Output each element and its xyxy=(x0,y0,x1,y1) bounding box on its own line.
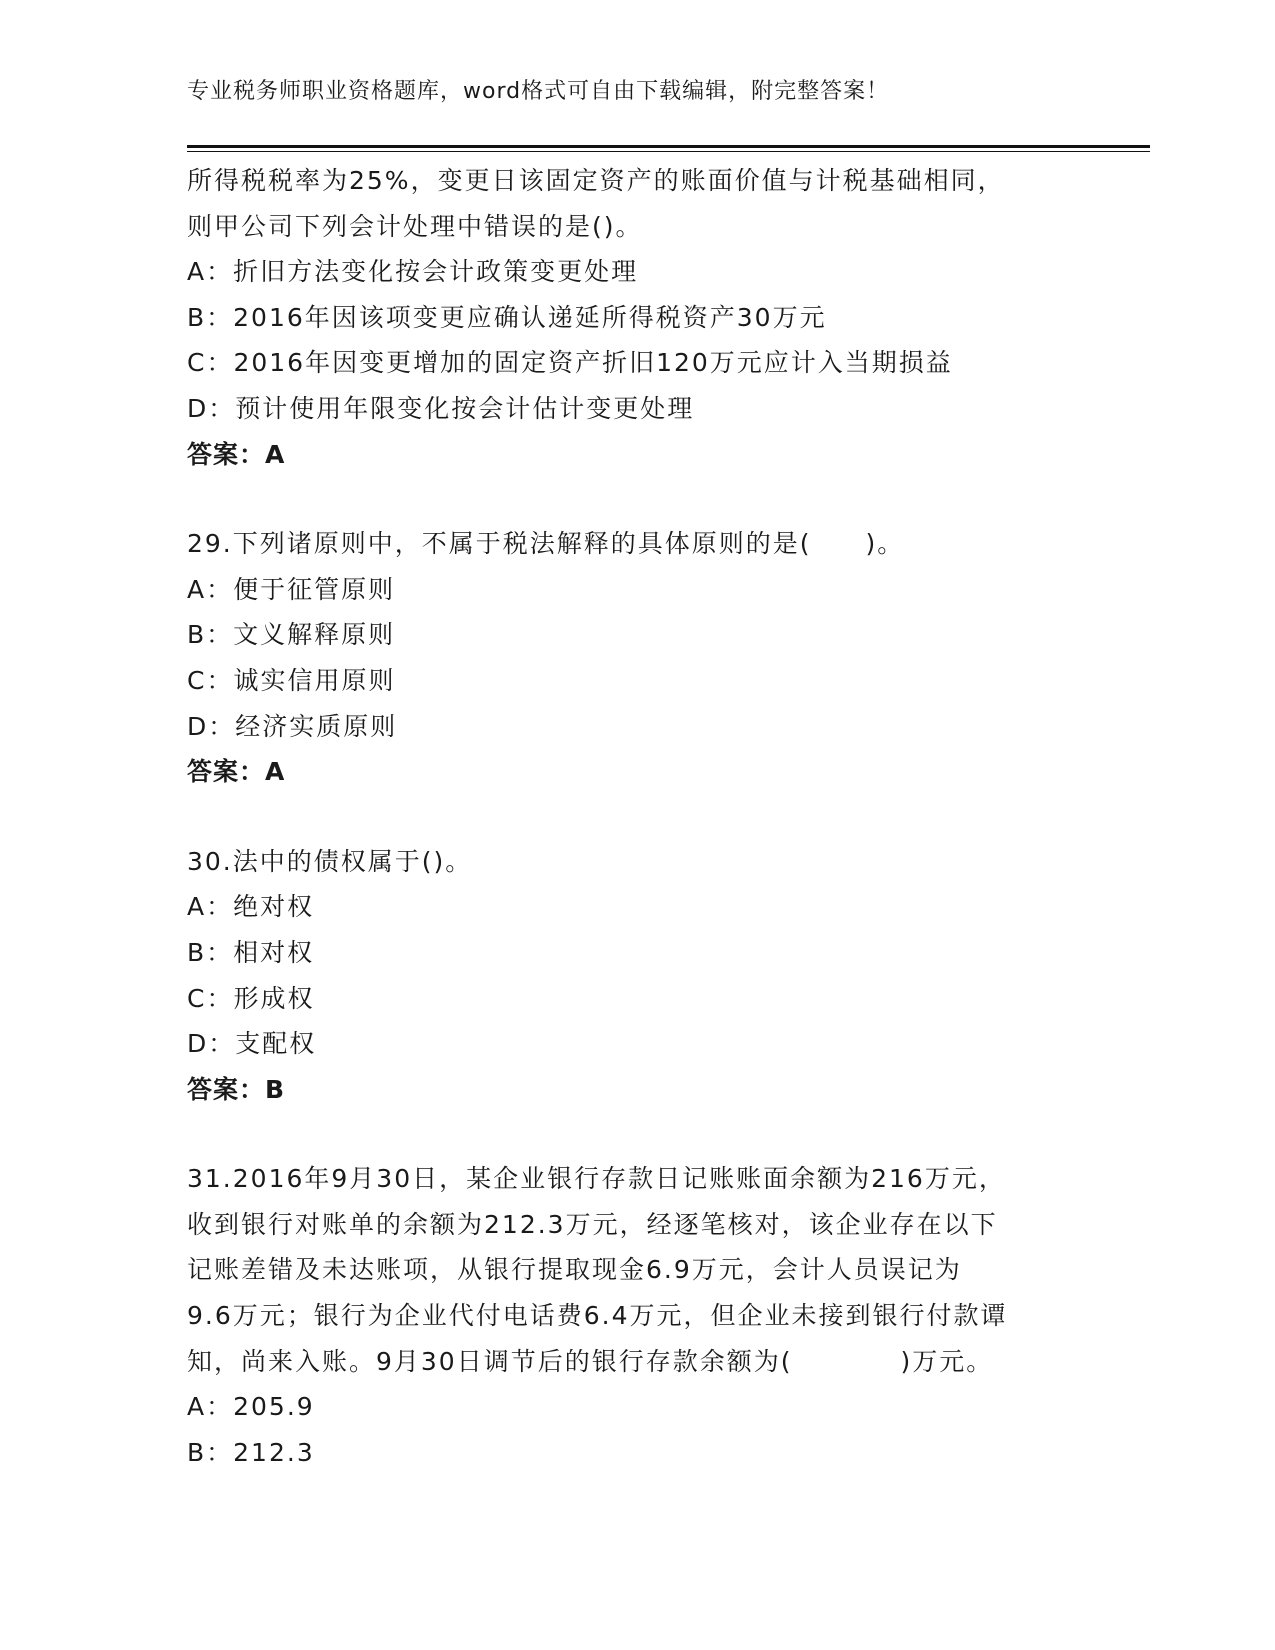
question-text-line: 则甲公司下列会计处理中错误的是()。 xyxy=(187,211,643,241)
page-header: 专业税务师职业资格题库，word格式可自由下载编辑，附完整答案！ xyxy=(187,79,890,104)
option-d: D：经济实质原则 xyxy=(187,711,398,741)
option-a: A：205.9 xyxy=(187,1392,315,1422)
option-b: B：相对权 xyxy=(187,937,315,967)
option-b: B：212.3 xyxy=(187,1437,315,1467)
answer-label: 答案：A xyxy=(187,757,286,787)
option-c: C：形成权 xyxy=(187,983,315,1013)
question-text-line: 所得税税率为25%，变更日该固定资产的账面价值与计税基础相同， xyxy=(187,166,1005,195)
option-c: C：诚实信用原则 xyxy=(187,665,396,695)
question-text-line: 29.下列诸原则中，不属于税法解释的具体原则的是( )。 xyxy=(187,529,905,559)
question-text-line: 收到银行对账单的余额为212.3万元，经逐笔核对，该企业存在以下 xyxy=(187,1209,998,1239)
option-a: A：绝对权 xyxy=(187,892,315,922)
question-text-line: 记账差错及未达账项，从银行提取现金6.9万元，会计人员误记为 xyxy=(187,1255,962,1285)
question-30 xyxy=(187,839,1107,1113)
spacer xyxy=(187,795,1107,839)
header-rule-thin xyxy=(187,151,1150,152)
option-a: A：便于征管原则 xyxy=(187,574,396,604)
question-text-line: 30.法中的债权属于()。 xyxy=(187,846,473,876)
question-text-line: 9.6万元；银行为企业代付电话费6.4万元，但企业未接到银行付款谭 xyxy=(187,1301,1008,1331)
question-text-line: 31.2016年9月30日，某企业银行存款日记账账面余额为216万元， xyxy=(187,1164,1006,1194)
question-28-continuation xyxy=(187,158,1107,477)
question-content xyxy=(187,158,1107,1475)
question-31 xyxy=(187,1156,1107,1475)
answer-label: 答案：B xyxy=(187,1074,286,1104)
option-c: C：2016年因变更增加的固定资产折旧120万元应计入当期损益 xyxy=(187,348,953,378)
question-text-line: 知，尚来入账。9月30日调节后的银行存款余额为( )万元。 xyxy=(187,1346,994,1376)
option-d: D：支配权 xyxy=(187,1029,317,1059)
spacer xyxy=(187,477,1107,521)
spacer xyxy=(187,1112,1107,1156)
option-b: B：文义解释原则 xyxy=(187,620,396,650)
option-d: D：预计使用年限变化按会计估计变更处理 xyxy=(187,393,695,423)
option-a: A：折旧方法变化按会计政策变更处理 xyxy=(187,257,639,287)
answer-label: 答案：A xyxy=(187,439,286,469)
header-rule-thick xyxy=(187,145,1150,148)
question-29 xyxy=(187,521,1107,795)
option-b: B：2016年因该项变更应确认递延所得税资产30万元 xyxy=(187,302,827,332)
